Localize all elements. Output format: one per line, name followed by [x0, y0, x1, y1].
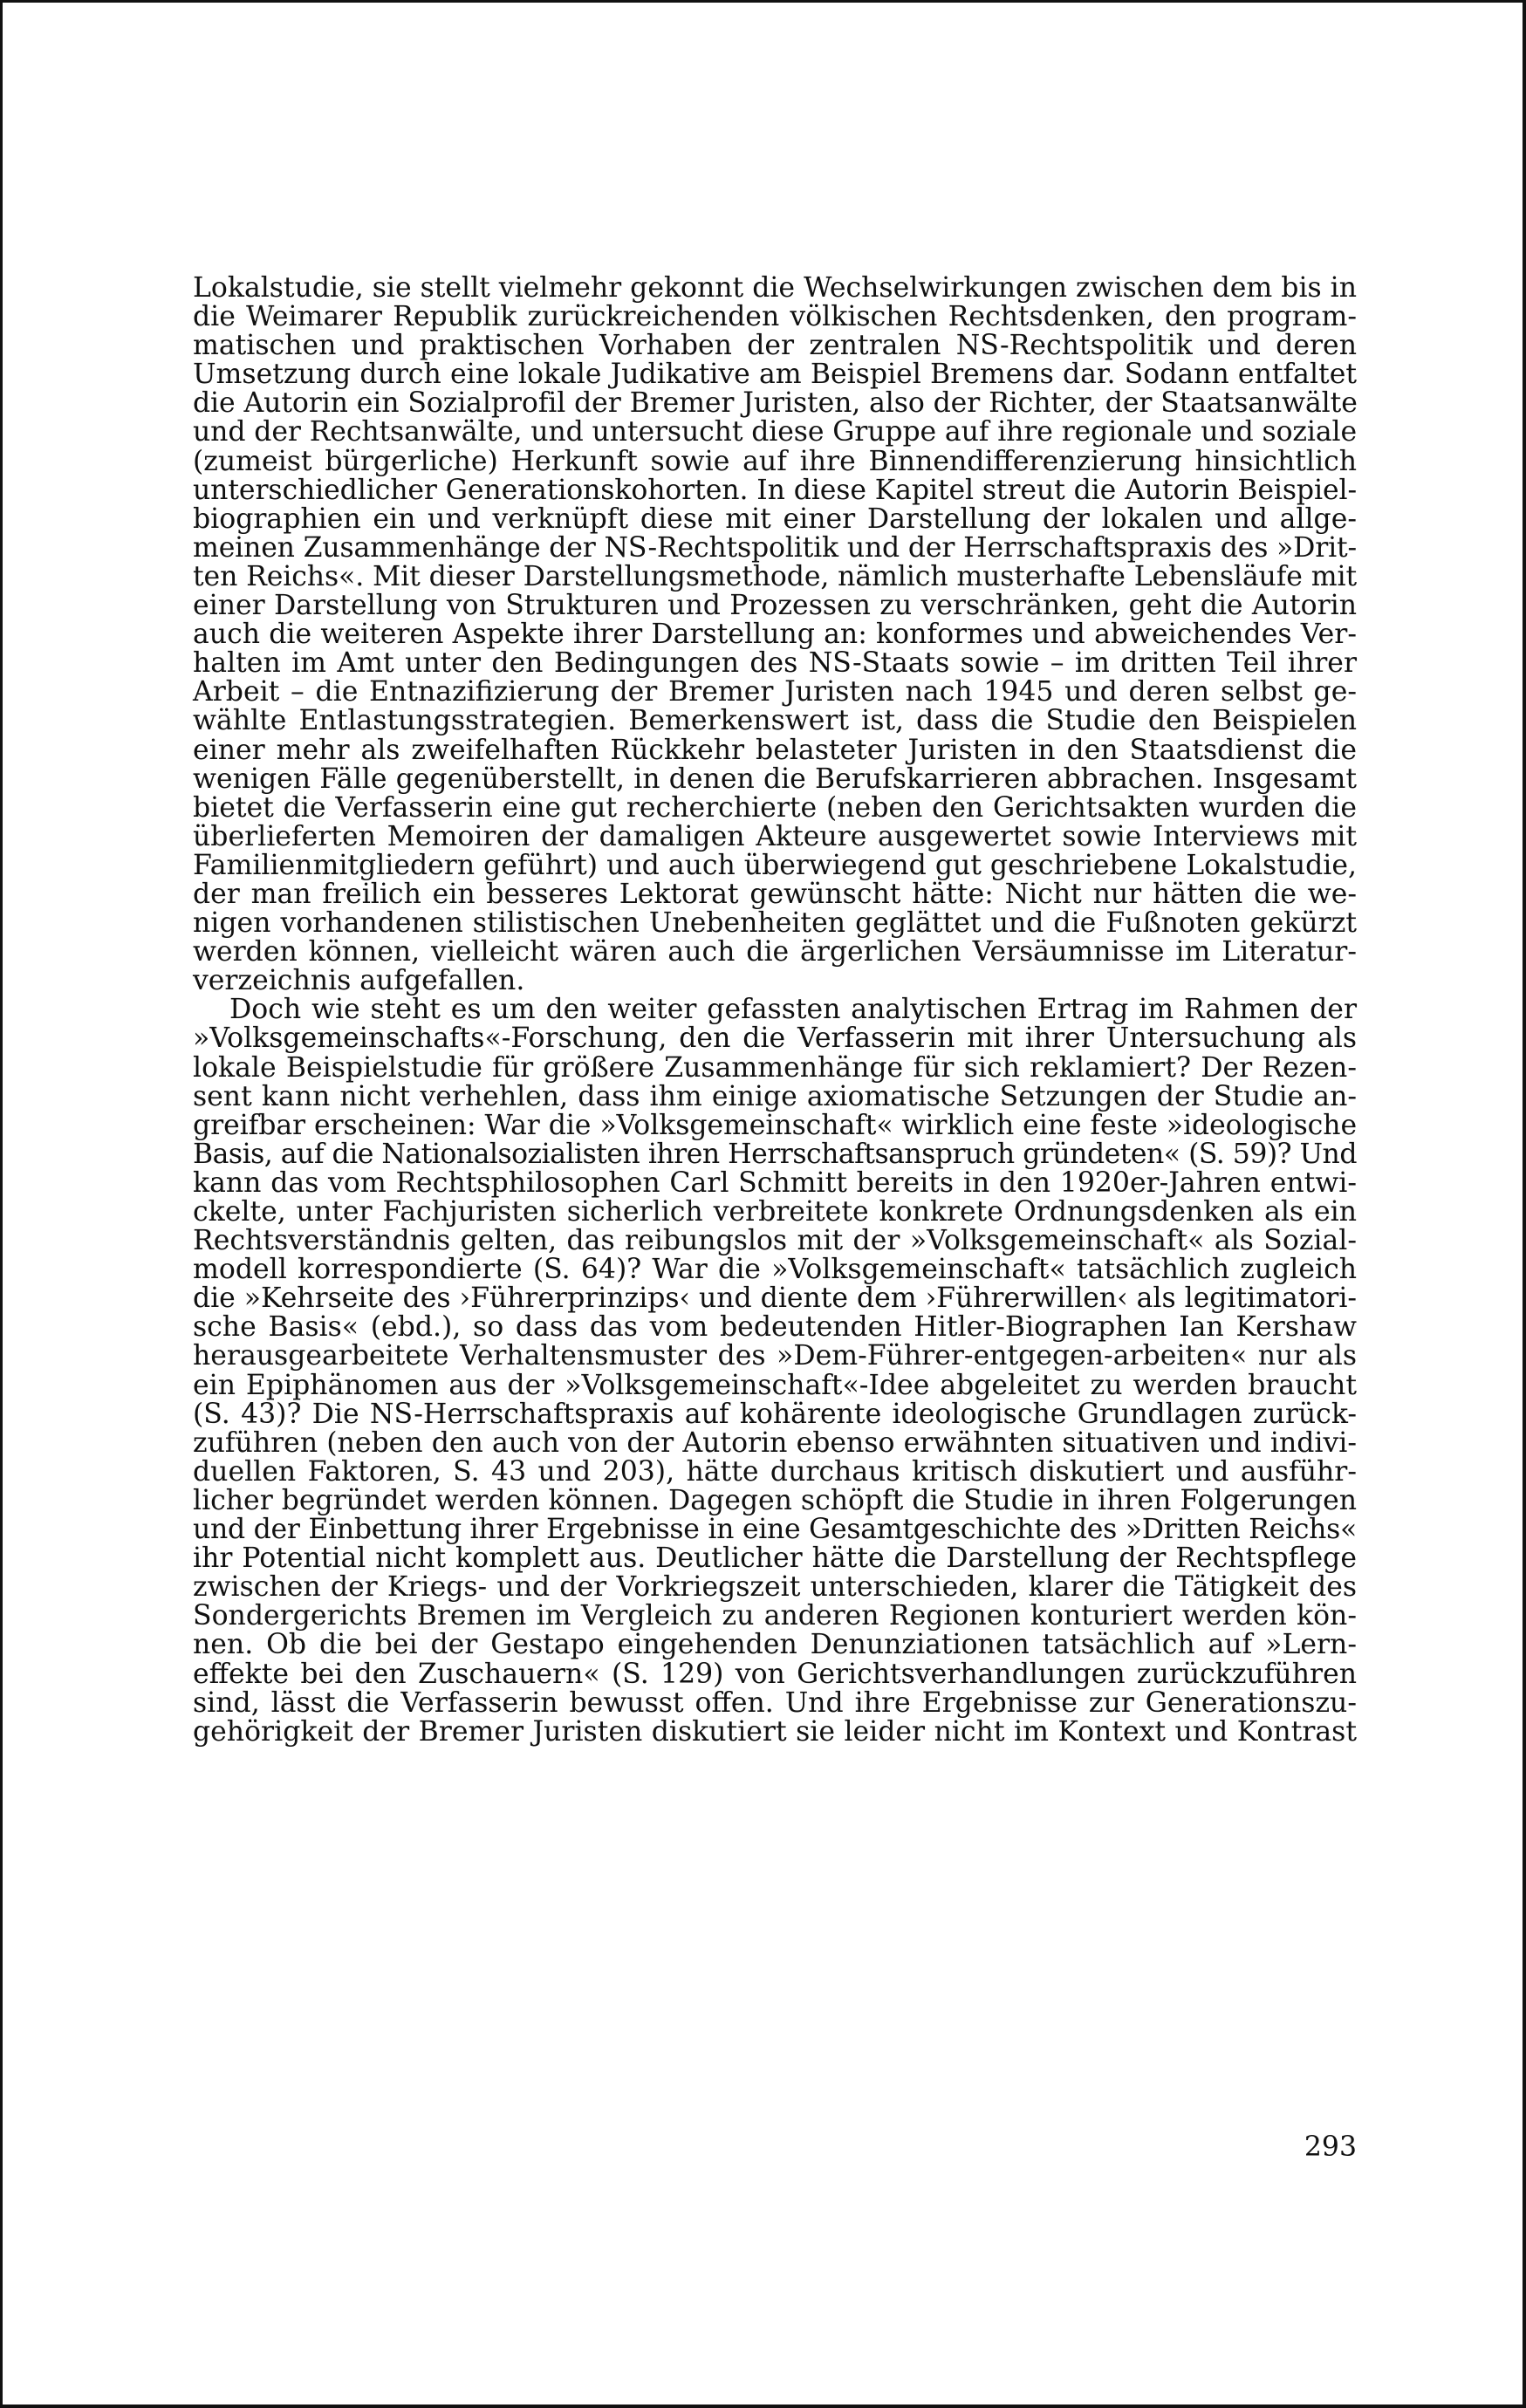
text-line: nigen vorhandenen stilistischen Unebenheiten geglättet und die Fußnoten gekürzt	[193, 907, 1357, 940]
text-line: die Weimarer Republik zurückreichenden völkischen Rechtsdenken, den program-	[193, 301, 1357, 333]
text-line: halten im Amt unter den Bedingungen des NS-Staats sowie – im dritten Teil ihrer	[193, 647, 1357, 680]
text-line: unterschiedlicher Generationskohorten. In diese Kapitel streut die Autorin Beispiel-	[193, 474, 1357, 506]
text-line: werden können, vielleicht wären auch die ärgerlichen Versäumnisse im Literatur-	[193, 936, 1357, 968]
text-line: Lokalstudie, sie stellt vielmehr gekonnt die Wechselwirkungen zwischen dem bis in	[193, 272, 1358, 304]
text-line: die Autorin ein Sozialprofil der Bremer Juristen, also der Richter, der Staatsanwälte	[193, 387, 1358, 420]
text-line: Arbeit – die Entnazifizierung der Bremer Juristen nach 1945 und deren selbst ge-	[193, 676, 1357, 708]
text-line: wählte Entlastungsstrategien. Bemerkenswert ist, dass die Studie den Beispielen	[193, 705, 1357, 737]
text-line: nen. Ob die bei der Gestapo eingehenden Denunziationen tatsächlich auf »Lern-	[193, 1629, 1357, 1661]
text-line: und der Rechtsanwälte, und untersucht diese Gruppe auf ihre regionale und soziale	[193, 416, 1357, 448]
text-line: lokale Beispielstudie für größere Zusammenhänge für sich reklamiert? Der Rezen-	[193, 1051, 1357, 1084]
text-line: sent kann nicht verhehlen, dass ihm einige axiomatische Setzungen der Studie an-	[193, 1080, 1357, 1112]
text-line: effekte bei den Zuschauern« (S. 129) von Gerichtsverhandlungen zurückzuführen	[193, 1658, 1357, 1690]
text-line: (S. 43)? Die NS-Herrschaftspraxis auf kohärente ideologische Grundlagen zurück-	[193, 1398, 1357, 1430]
text-line: licher begründet werden können. Dagegen schöpft die Studie in ihren Folgerungen	[193, 1484, 1358, 1516]
text-line: Sondergerichts Bremen im Vergleich zu anderen Regionen konturiert werden kön-	[193, 1600, 1357, 1632]
text-line: Basis, auf die Nationalsozialisten ihren Herrschaftsanspruch gründeten« (S. 59)? Und	[193, 1138, 1357, 1170]
text-line: ckelte, unter Fachjuristen sicherlich verbreitete konkrete Ordnungsdenken als ein	[193, 1196, 1357, 1228]
text-line: Umsetzung durch eine lokale Judikative am Beispiel Bremens dar. Sodann entfaltet	[193, 359, 1357, 391]
text-line: und der Einbettung ihrer Ergebnisse in eine Gesamtgeschichte des »Dritten Reichs«	[193, 1514, 1357, 1546]
text-line: meinen Zusammenhänge der NS-Rechtspolitik und der Herrschaftspraxis des »Drit-	[193, 531, 1357, 564]
text-line: sind, lässt die Verfasserin bewusst offen. Und ihre Ergebnisse zur Generationszu-	[193, 1686, 1357, 1719]
text-line: »Volksgemeinschafts«-Forschung, den die Verfasserin mit ihrer Untersuchung als	[193, 1023, 1357, 1055]
text-line: ihr Potential nicht komplett aus. Deutlicher hätte die Darstellung der Rechtspflege	[193, 1543, 1357, 1575]
text-line: einer mehr als zweifelhaften Rückkehr belasteter Juristen in den Staatsdienst die	[193, 734, 1357, 766]
text-line: ten Reichs«. Mit dieser Darstellungsmethode, nämlich musterhafte Lebensläufe mit	[193, 560, 1357, 592]
text-line: biographien ein und verknüpft diese mit einer Darstellung der lokalen und allge-	[193, 503, 1357, 535]
text-line: bietet die Verfasserin eine gut recherchierte (neben den Gerichtsakten wurden die	[193, 791, 1357, 824]
text-line: Rechtsverständnis gelten, das reibungslos mit der »Volksgemeinschaft« als Sozial-	[193, 1225, 1357, 1257]
text-line: ein Epiphänomen aus der »Volksgemeinschaft«-Idee abgeleitet zu werden braucht	[193, 1369, 1357, 1401]
text-line: Doch wie steht es um den weiter gefassten analytischen Ertrag im Rahmen der	[229, 994, 1357, 1026]
text-line: wenigen Fälle gegenüberstellt, in denen die Berufskarrieren abbrachen. Insgesamt	[193, 763, 1357, 795]
text-line: zwischen der Kriegs- und der Vorkriegszeit unterschieden, klarer die Tätigkeit des	[193, 1571, 1357, 1604]
text-line: modell korrespondierte (S. 64)? War die »Volksgemeinschaft« tatsächlich zugleich	[193, 1254, 1357, 1286]
text-line: matischen und praktischen Vorhaben der zentralen NS-Rechtspolitik und deren	[193, 330, 1357, 362]
text-line: Familienmitgliedern geführt) und auch überwiegend gut geschriebene Lokalstudie,	[193, 849, 1357, 881]
page-number: 293	[1304, 2131, 1357, 2163]
text-line: kann das vom Rechtsphilosophen Carl Schmitt bereits in den 1920er-Jahren entwi-	[193, 1166, 1357, 1199]
text-line: (zumeist bürgerliche) Herkunft sowie auf ihre Binnendifferenzierung hinsichtlich	[193, 445, 1357, 477]
text-line: der man freilich ein besseres Lektorat gewünscht hätte: Nicht nur hätten die we-	[193, 878, 1357, 910]
text-line: verzeichnis aufgefallen.	[193, 965, 525, 997]
text-line: greifbar erscheinen: War die »Volksgemeinschaft« wirklich eine feste »ideologische	[193, 1109, 1358, 1141]
text-line: auch die weiteren Aspekte ihrer Darstellung an: konformes und abweichendes Ver-	[193, 619, 1357, 651]
text-line: sche Basis« (ebd.), so dass das vom bedeutenden Hitler-Biographen Ian Kershaw	[193, 1311, 1357, 1344]
text-line: gehörigkeit der Bremer Juristen diskutiert sie leider nicht im Kontext und Kontrast	[193, 1715, 1357, 1748]
text-line: einer Darstellung von Strukturen und Prozessen zu verschränken, geht die Autorin	[193, 590, 1357, 622]
text-line: zuführen (neben den auch von der Autorin ebenso erwähnten situativen und indivi-	[193, 1426, 1357, 1459]
text-line: überlieferten Memoiren der damaligen Akteure ausgewertet sowie Interviews mit	[193, 820, 1357, 852]
text-line: duellen Faktoren, S. 43 und 203), hätte durchaus kritisch diskutiert und ausführ-	[193, 1455, 1357, 1488]
text-line: die »Kehrseite des ›Führerprinzips‹ und diente dem ›Führerwillen‹ als legitimatori-	[193, 1283, 1357, 1315]
text-line: herausgearbeitete Verhaltensmuster des »Dem-Führer-entgegen-arbeiten« nur als	[193, 1340, 1357, 1372]
body-text	[193, 274, 1357, 1747]
